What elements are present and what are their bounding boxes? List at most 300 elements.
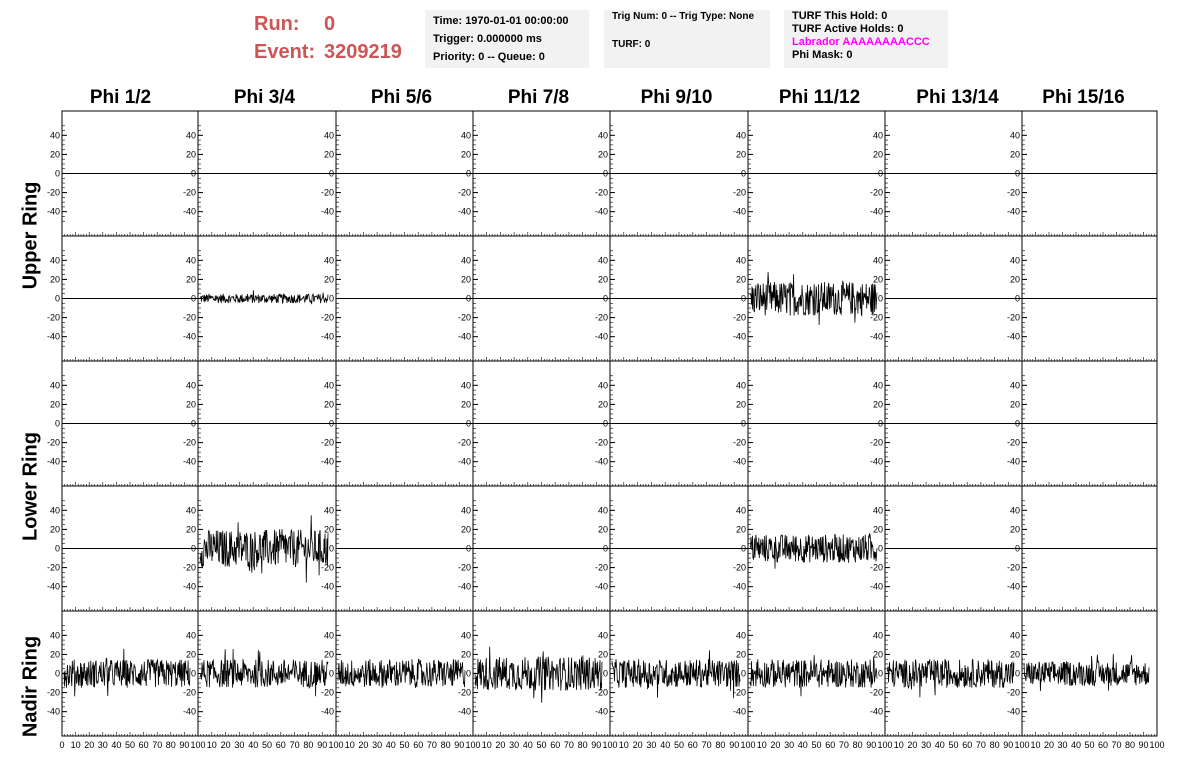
- y-tick-label: -20: [182, 687, 196, 698]
- x-tick-label: 30: [234, 740, 245, 750]
- y-tick-label: 20: [597, 274, 608, 285]
- y-tick-label: 40: [872, 130, 883, 141]
- y-tick-label: 0: [465, 168, 471, 179]
- x-tick-label: 20: [632, 740, 643, 750]
- y-tick-label: -40: [1006, 206, 1020, 217]
- x-tick-label: 80: [852, 740, 863, 750]
- y-tick-label: -20: [732, 437, 746, 448]
- y-tick-label: 0: [1014, 543, 1020, 554]
- x-tick-label: 20: [84, 740, 95, 750]
- x-tick-label: 20: [1043, 740, 1055, 750]
- y-tick-label: 40: [185, 255, 196, 266]
- x-tick-label: 60: [1097, 740, 1109, 750]
- x-tick-label: 100: [1014, 740, 1030, 750]
- y-tick-label: -40: [182, 206, 196, 217]
- x-tick-label: 90: [1003, 740, 1014, 750]
- y-tick-label: 0: [328, 543, 334, 554]
- y-tick-label: -20: [457, 187, 471, 198]
- y-tick-label: 40: [49, 630, 60, 641]
- x-tick-label: 60: [962, 740, 973, 750]
- x-tick-label: 50: [811, 740, 822, 750]
- y-tick-label: 0: [190, 168, 196, 179]
- y-tick-label: 0: [1014, 293, 1020, 304]
- waveform-trace: [1024, 654, 1149, 691]
- x-tick-label: 70: [289, 740, 300, 750]
- phi-header-1-2: Phi 1/2: [89, 87, 152, 108]
- y-tick-label: 20: [185, 149, 196, 160]
- y-tick-label: -40: [1006, 706, 1020, 717]
- x-tick-label: 10: [206, 740, 217, 750]
- y-tick-label: 20: [460, 274, 471, 285]
- x-tick-label: 50: [124, 740, 136, 750]
- y-tick-label: -40: [320, 581, 334, 592]
- y-tick-label: -20: [1006, 562, 1020, 573]
- y-tick-label: 20: [323, 524, 334, 535]
- y-tick-label: 20: [185, 399, 196, 410]
- y-tick-label: 40: [460, 380, 471, 391]
- y-tick-label: -20: [869, 687, 883, 698]
- waveform-trace: [338, 659, 465, 688]
- y-tick-label: 40: [1009, 505, 1020, 516]
- x-tick-label: 70: [1111, 740, 1122, 750]
- y-tick-label: -20: [320, 312, 334, 323]
- y-tick-label: -20: [182, 187, 196, 198]
- x-tick-label: 40: [522, 740, 533, 750]
- y-tick-label: 40: [1009, 255, 1020, 266]
- x-tick-label: 60: [825, 740, 836, 750]
- y-tick-label: -20: [1006, 687, 1020, 698]
- x-tick-label: 10: [893, 740, 904, 750]
- x-tick-label: 60: [550, 740, 561, 750]
- lower-ring-label: Lower Ring: [19, 432, 42, 541]
- waveform-trace: [750, 655, 877, 696]
- y-tick-label: 20: [185, 524, 196, 535]
- y-tick-label: 0: [328, 168, 334, 179]
- y-tick-label: 40: [872, 505, 883, 516]
- y-tick-label: 40: [323, 630, 334, 641]
- y-tick-label: 0: [740, 418, 746, 429]
- x-tick-label: 90: [1138, 740, 1149, 750]
- y-tick-label: 20: [185, 649, 196, 660]
- y-tick-label: 0: [190, 418, 196, 429]
- y-tick-label: 40: [1009, 630, 1020, 641]
- y-tick-label: -40: [457, 331, 471, 342]
- y-tick-label: -40: [869, 581, 883, 592]
- y-tick-label: 20: [460, 399, 471, 410]
- x-tick-label: 60: [687, 740, 698, 750]
- y-tick-label: -40: [46, 331, 60, 342]
- x-tick-label: 20: [770, 740, 781, 750]
- y-tick-label: 40: [735, 380, 746, 391]
- event-label: Event:: [254, 41, 316, 63]
- y-tick-label: 40: [49, 505, 60, 516]
- y-tick-label: -40: [869, 456, 883, 467]
- y-tick-label: 40: [185, 380, 196, 391]
- y-tick-label: 0: [190, 543, 196, 554]
- y-tick-label: 20: [460, 149, 471, 160]
- y-tick-label: 0: [465, 293, 471, 304]
- y-tick-label: -40: [1006, 456, 1020, 467]
- x-tick-label: 10: [70, 740, 81, 750]
- y-tick-label: -20: [182, 312, 196, 323]
- y-tick-label: 20: [323, 649, 334, 660]
- waveform-trace: [612, 650, 740, 698]
- y-tick-label: -40: [1006, 331, 1020, 342]
- y-tick-label: -40: [594, 206, 608, 217]
- nadir-ring-label: Nadir Ring: [19, 635, 42, 738]
- x-tick-label: 90: [179, 740, 190, 750]
- x-tick-label: 70: [152, 740, 163, 750]
- waveform-trace: [750, 272, 877, 325]
- phi-mask-text: Phi Mask: 0: [792, 49, 853, 61]
- y-tick-label: 40: [460, 255, 471, 266]
- y-tick-label: 0: [1014, 168, 1020, 179]
- y-tick-label: -40: [457, 206, 471, 217]
- y-tick-label: 20: [735, 149, 746, 160]
- y-tick-label: 0: [54, 293, 60, 304]
- y-tick-label: -40: [46, 456, 60, 467]
- y-tick-label: 40: [323, 130, 334, 141]
- y-tick-label: 40: [460, 130, 471, 141]
- y-tick-label: -40: [732, 456, 746, 467]
- y-tick-label: -40: [869, 206, 883, 217]
- y-tick-label: 20: [323, 149, 334, 160]
- y-tick-label: -20: [732, 187, 746, 198]
- y-tick-label: -40: [594, 456, 608, 467]
- y-tick-label: -20: [594, 187, 608, 198]
- y-tick-label: -20: [320, 437, 334, 448]
- y-tick-label: 20: [597, 149, 608, 160]
- phi-header-5-6: Phi 5/6: [370, 87, 433, 108]
- y-tick-label: -20: [732, 562, 746, 573]
- x-tick-label: 30: [372, 740, 383, 750]
- x-tick-label: 40: [934, 740, 945, 750]
- y-tick-label: 20: [1009, 649, 1020, 660]
- y-tick-label: 40: [735, 255, 746, 266]
- x-tick-label: 40: [248, 740, 259, 750]
- y-tick-label: 20: [1009, 149, 1020, 160]
- y-tick-label: 40: [597, 630, 608, 641]
- y-tick-label: -40: [320, 706, 334, 717]
- y-tick-label: 40: [597, 380, 608, 391]
- y-tick-label: -20: [182, 437, 196, 448]
- y-tick-label: 20: [597, 649, 608, 660]
- x-tick-label: 100: [740, 740, 756, 750]
- phi-header-15-16: Phi 15/16: [1042, 87, 1125, 108]
- waveform-trace: [200, 290, 328, 304]
- y-tick-label: 40: [735, 630, 746, 641]
- y-tick-label: 0: [465, 418, 471, 429]
- y-tick-label: 40: [185, 130, 196, 141]
- y-tick-label: 20: [872, 524, 883, 535]
- y-tick-label: 0: [1014, 418, 1020, 429]
- y-tick-label: -40: [594, 331, 608, 342]
- x-tick-label: 30: [784, 740, 795, 750]
- y-tick-label: 20: [185, 274, 196, 285]
- y-tick-label: 20: [872, 149, 883, 160]
- y-tick-label: 0: [190, 668, 196, 679]
- y-tick-label: -40: [732, 206, 746, 217]
- x-tick-label: 40: [111, 740, 122, 750]
- y-tick-label: -20: [594, 687, 608, 698]
- y-tick-label: -20: [182, 562, 196, 573]
- y-tick-label: 40: [460, 505, 471, 516]
- x-tick-label: 30: [509, 740, 520, 750]
- y-tick-label: -20: [869, 312, 883, 323]
- y-tick-label: -40: [732, 581, 746, 592]
- y-tick-label: 40: [872, 380, 883, 391]
- y-tick-label: 0: [190, 293, 196, 304]
- x-tick-label: 70: [975, 740, 986, 750]
- phi-header-9-10: Phi 9/10: [640, 87, 713, 108]
- x-tick-label: 90: [866, 740, 877, 750]
- x-tick-label: 90: [729, 740, 740, 750]
- y-tick-label: 20: [872, 649, 883, 660]
- phi-header-13-14: Phi 13/14: [916, 87, 999, 108]
- y-tick-label: 20: [872, 274, 883, 285]
- x-tick-label: 40: [660, 740, 671, 750]
- waveform-trace: [475, 647, 602, 703]
- y-tick-label: -40: [182, 456, 196, 467]
- y-tick-label: 40: [735, 505, 746, 516]
- x-tick-label: 70: [563, 740, 574, 750]
- x-tick-label: 60: [138, 740, 149, 750]
- x-tick-label: 80: [715, 740, 726, 750]
- phi-header-3-4: Phi 3/4: [233, 87, 296, 108]
- y-tick-label: 0: [740, 168, 746, 179]
- y-tick-label: 40: [323, 505, 334, 516]
- x-tick-label: 100: [1149, 740, 1165, 750]
- y-tick-label: -20: [869, 187, 883, 198]
- y-tick-label: -20: [320, 687, 334, 698]
- y-tick-label: -40: [732, 331, 746, 342]
- y-tick-label: 0: [740, 293, 746, 304]
- x-tick-label: 50: [536, 740, 547, 750]
- y-tick-label: -40: [732, 706, 746, 717]
- event-value: 3209219: [324, 41, 402, 63]
- x-tick-label: 60: [413, 740, 424, 750]
- y-tick-label: 0: [54, 168, 60, 179]
- y-tick-label: -20: [594, 562, 608, 573]
- x-tick-label: 10: [344, 740, 355, 750]
- priority-text: Priority: 0 -- Queue: 0: [433, 51, 545, 63]
- y-tick-label: -20: [320, 562, 334, 573]
- y-tick-label: 0: [602, 293, 608, 304]
- y-tick-label: 40: [872, 255, 883, 266]
- y-tick-label: 40: [49, 130, 60, 141]
- x-tick-label: 100: [465, 740, 481, 750]
- y-tick-label: 40: [1009, 380, 1020, 391]
- y-tick-label: -40: [320, 456, 334, 467]
- y-tick-label: 0: [602, 543, 608, 554]
- y-tick-label: -20: [457, 687, 471, 698]
- waveform-trace: [64, 649, 190, 696]
- x-tick-label: 20: [358, 740, 369, 750]
- y-tick-label: 0: [877, 543, 883, 554]
- x-tick-label: 100: [877, 740, 893, 750]
- x-tick-label: 20: [220, 740, 231, 750]
- y-tick-label: 0: [54, 668, 60, 679]
- x-tick-label: 50: [261, 740, 273, 750]
- x-tick-label: 40: [385, 740, 396, 750]
- x-tick-label: 90: [317, 740, 328, 750]
- y-tick-label: -40: [182, 581, 196, 592]
- y-tick-label: -40: [869, 706, 883, 717]
- y-tick-label: 0: [740, 543, 746, 554]
- turf-this-hold-text: TURF This Hold: 0: [792, 10, 888, 22]
- y-tick-label: -40: [320, 206, 334, 217]
- y-tick-label: 40: [1009, 130, 1020, 141]
- x-tick-label: 10: [1030, 740, 1041, 750]
- upper-ring-label: Upper Ring: [19, 181, 42, 290]
- y-tick-label: 20: [597, 399, 608, 410]
- y-tick-label: 40: [735, 130, 746, 141]
- y-tick-label: 40: [872, 630, 883, 641]
- y-tick-label: 20: [323, 274, 334, 285]
- y-tick-label: -40: [869, 331, 883, 342]
- waveform-trace: [750, 533, 877, 569]
- y-tick-label: 0: [465, 668, 471, 679]
- x-tick-label: 90: [454, 740, 465, 750]
- turf-text: TURF: 0: [612, 39, 651, 50]
- x-tick-label: 10: [481, 740, 492, 750]
- x-tick-label: 0: [59, 740, 65, 750]
- x-tick-label: 30: [921, 740, 932, 750]
- y-tick-label: -40: [457, 581, 471, 592]
- x-tick-label: 50: [1084, 740, 1095, 750]
- y-tick-label: -40: [182, 706, 196, 717]
- x-tick-label: 20: [907, 740, 918, 750]
- y-tick-label: 0: [877, 293, 883, 304]
- labrador-text: Labrador AAAAAAAACCC: [792, 36, 930, 48]
- y-tick-label: -40: [320, 331, 334, 342]
- trigger-text: Trigger: 0.000000 ms: [433, 33, 542, 45]
- y-tick-label: -40: [46, 206, 60, 217]
- run-label: Run:: [254, 13, 300, 35]
- y-tick-label: -20: [46, 687, 60, 698]
- y-tick-label: 0: [465, 543, 471, 554]
- x-tick-label: 20: [495, 740, 506, 750]
- y-tick-label: 20: [735, 274, 746, 285]
- y-tick-label: 40: [597, 130, 608, 141]
- x-tick-label: 80: [165, 740, 176, 750]
- x-tick-label: 70: [838, 740, 849, 750]
- waveform-trace: [200, 515, 328, 582]
- turf-active-holds-text: TURF Active Holds: 0: [792, 23, 904, 35]
- y-tick-label: -40: [594, 706, 608, 717]
- y-tick-label: 40: [49, 255, 60, 266]
- x-tick-label: 80: [440, 740, 451, 750]
- y-tick-label: 20: [735, 399, 746, 410]
- y-tick-label: 0: [328, 418, 334, 429]
- y-tick-label: 20: [735, 649, 746, 660]
- y-tick-label: -40: [457, 456, 471, 467]
- x-tick-label: 30: [97, 740, 108, 750]
- y-tick-label: 40: [323, 255, 334, 266]
- y-tick-label: -20: [594, 437, 608, 448]
- x-tick-label: 70: [701, 740, 712, 750]
- x-tick-label: 80: [577, 740, 588, 750]
- x-tick-label: 90: [591, 740, 602, 750]
- y-tick-label: 20: [872, 399, 883, 410]
- y-tick-label: -20: [732, 687, 746, 698]
- y-tick-label: -20: [869, 562, 883, 573]
- x-tick-label: 70: [426, 740, 437, 750]
- y-tick-label: -40: [46, 581, 60, 592]
- x-tick-label: 50: [948, 740, 959, 750]
- x-tick-label: 10: [756, 740, 767, 750]
- y-tick-label: 0: [877, 418, 883, 429]
- x-tick-label: 100: [602, 740, 618, 750]
- y-tick-label: -20: [457, 562, 471, 573]
- y-tick-label: 0: [740, 668, 746, 679]
- x-tick-label: 80: [303, 740, 314, 750]
- y-tick-label: 40: [323, 380, 334, 391]
- y-tick-label: 20: [597, 524, 608, 535]
- y-tick-label: 0: [54, 543, 60, 554]
- x-tick-label: 10: [618, 740, 629, 750]
- y-tick-label: 20: [49, 524, 60, 535]
- y-tick-label: -20: [1006, 312, 1020, 323]
- y-tick-label: 0: [602, 168, 608, 179]
- phi-header-11-12: Phi 11/12: [778, 87, 861, 108]
- x-tick-label: 60: [275, 740, 286, 750]
- y-tick-label: -40: [1006, 581, 1020, 592]
- x-tick-label: 40: [797, 740, 808, 750]
- x-tick-label: 50: [399, 740, 410, 750]
- trig-text: Trig Num: 0 -- Trig Type: None: [612, 11, 755, 22]
- y-tick-label: 40: [460, 630, 471, 641]
- y-tick-label: -20: [46, 312, 60, 323]
- y-tick-label: 0: [877, 168, 883, 179]
- y-tick-label: 0: [1014, 668, 1020, 679]
- y-tick-label: 20: [460, 649, 471, 660]
- y-tick-label: -20: [457, 312, 471, 323]
- y-tick-label: -20: [46, 562, 60, 573]
- x-tick-label: 30: [646, 740, 657, 750]
- y-tick-label: 0: [328, 293, 334, 304]
- y-tick-label: -20: [732, 312, 746, 323]
- waveform-trace: [200, 649, 328, 696]
- y-tick-label: -40: [457, 706, 471, 717]
- y-tick-label: -20: [46, 187, 60, 198]
- y-tick-label: -20: [1006, 187, 1020, 198]
- time-text: Time: 1970-01-01 00:00:00: [433, 15, 569, 27]
- y-tick-label: -40: [182, 331, 196, 342]
- y-tick-label: 0: [328, 668, 334, 679]
- y-tick-label: 0: [602, 668, 608, 679]
- y-tick-label: -20: [46, 437, 60, 448]
- y-tick-label: 20: [49, 149, 60, 160]
- y-tick-label: 40: [597, 255, 608, 266]
- y-tick-label: -40: [46, 706, 60, 717]
- run-value: 0: [324, 13, 336, 35]
- y-tick-label: 40: [49, 380, 60, 391]
- x-tick-label: 80: [989, 740, 1000, 750]
- y-tick-label: 20: [49, 274, 60, 285]
- y-tick-label: 40: [597, 505, 608, 516]
- x-tick-label: 50: [673, 740, 685, 750]
- y-tick-label: 20: [1009, 399, 1020, 410]
- phi-header-7-8: Phi 7/8: [507, 87, 570, 108]
- y-tick-label: 40: [185, 630, 196, 641]
- y-tick-label: 0: [54, 418, 60, 429]
- y-tick-label: -20: [594, 312, 608, 323]
- x-tick-label: 100: [328, 740, 344, 750]
- y-tick-label: 20: [1009, 524, 1020, 535]
- x-tick-label: 80: [1124, 740, 1136, 750]
- y-tick-label: -40: [594, 581, 608, 592]
